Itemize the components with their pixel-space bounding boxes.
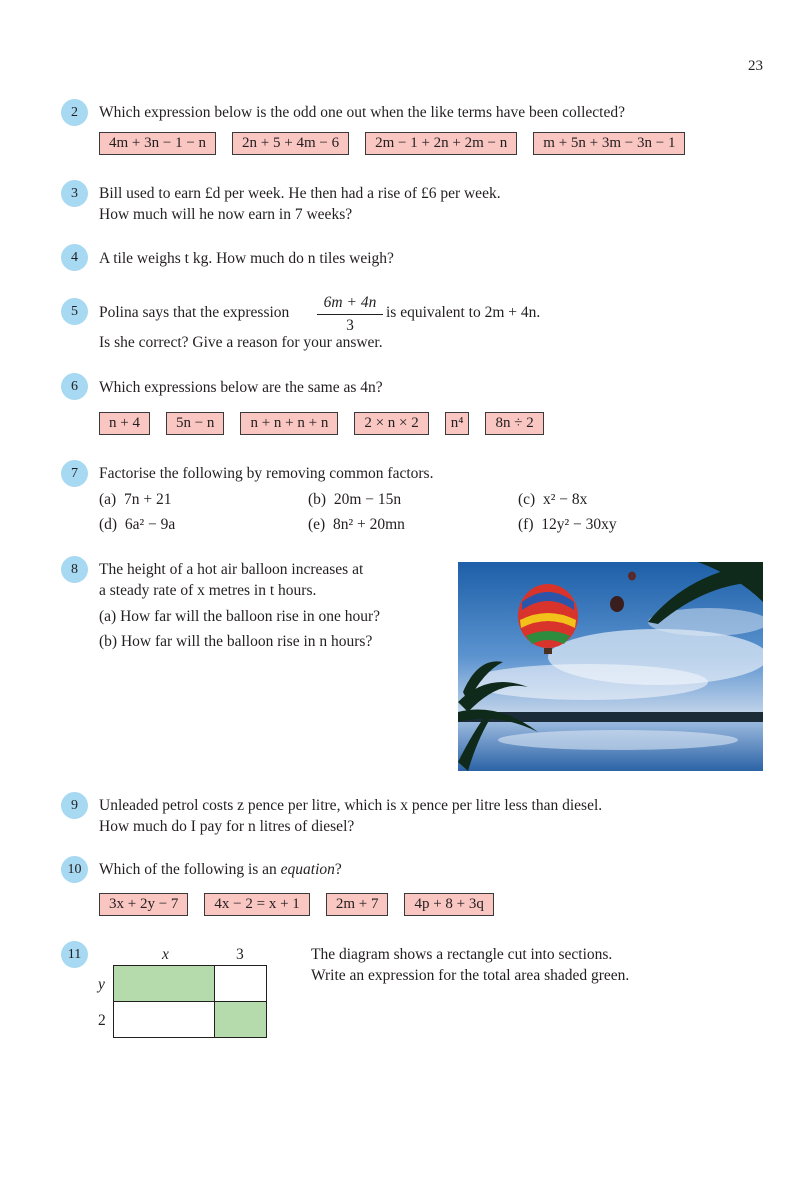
- fraction: [317, 294, 383, 335]
- question-6-text: Which expressions below are the same as 4n?: [99, 379, 383, 396]
- q7-part-c: (c) x² − 8x: [518, 491, 588, 508]
- q6-option-4: 2 × n × 2: [354, 412, 428, 435]
- question-9-line-1: Unleaded petrol costs z pence per litre, which is x pence per litre less than diesel.: [99, 797, 603, 814]
- question-9-line-2: How much do I pay for n litres of diesel?: [99, 818, 355, 835]
- question-number: 7: [61, 460, 88, 487]
- q10-options: [99, 893, 494, 916]
- question-number: 5: [61, 298, 88, 325]
- diagram-label-x: x: [162, 946, 169, 963]
- q6-option-3: n + n + n + n: [240, 412, 338, 435]
- page-number: 23: [748, 58, 763, 74]
- q6-option-6: 8n ÷ 2: [485, 412, 543, 435]
- shaded-section-6: [214, 1001, 267, 1038]
- shaded-section-xy: [113, 965, 215, 1002]
- q7-part-e: (e) 8n² + 20mn: [308, 516, 405, 533]
- question-8-part-b: (b) How far will the balloon rise in n hours?: [99, 633, 373, 650]
- q2-option-2: 2n + 5 + 4m − 6: [232, 132, 349, 155]
- fraction-denominator: 3: [346, 317, 354, 334]
- q10-option-4: 4p + 8 + 3q: [404, 893, 493, 916]
- diagram-label-2: 2: [98, 1012, 106, 1029]
- q7-part-b: (b) 20m − 15n: [308, 491, 402, 508]
- q6-option-2: 5n − n: [166, 412, 224, 435]
- q2-option-3: 2m − 1 + 2n + 2m − n: [365, 132, 517, 155]
- q2-option-1: 4m + 3n − 1 − n: [99, 132, 216, 155]
- question-5-text-after: is equivalent to 2m + 4n.: [386, 304, 541, 321]
- question-3-line-1: Bill used to earn £d per week. He then had a rise of £6 per week.: [99, 185, 501, 202]
- q7-part-a: (a) 7n + 21: [99, 491, 172, 508]
- section-3y: [214, 965, 267, 1002]
- question-number: 6: [61, 373, 88, 400]
- question-number: 2: [61, 99, 88, 126]
- question-8-line-2: a steady rate of x metres in t hours.: [99, 582, 317, 599]
- hot-air-balloon-photo: [458, 562, 763, 771]
- question-number: 11: [61, 941, 88, 968]
- fraction-numerator: 6m + 4n: [317, 294, 383, 315]
- question-4-text: A tile weighs t kg. How much do n tiles weigh?: [99, 250, 394, 267]
- rectangle-diagram: [113, 965, 267, 1038]
- q10-option-3: 2m + 7: [326, 893, 389, 916]
- question-8-line-1: The height of a hot air balloon increases at: [99, 561, 364, 578]
- question-8-part-a: (a) How far will the balloon rise in one hour?: [99, 608, 381, 625]
- q7-part-d: (d) 6a² − 9a: [99, 516, 176, 533]
- q6-options: [99, 412, 544, 435]
- question-3-line-2: How much will he now earn in 7 weeks?: [99, 206, 353, 223]
- question-number: 3: [61, 180, 88, 207]
- question-number: 10: [61, 856, 88, 883]
- question-number: 9: [61, 792, 88, 819]
- diagram-label-3: 3: [236, 946, 244, 963]
- question-5-line-2: Is she correct? Give a reason for your answer.: [99, 334, 383, 351]
- q2-option-4: m + 5n + 3m − 3n − 1: [533, 132, 685, 155]
- question-2-text: Which expression below is the odd one out when the like terms have been collected?: [99, 104, 625, 121]
- q6-option-5: n⁴: [445, 412, 470, 435]
- question-number: 8: [61, 556, 88, 583]
- q7-part-f: (f) 12y² − 30xy: [518, 516, 617, 533]
- q10-option-2: 4x − 2 = x + 1: [204, 893, 309, 916]
- question-10-text: Which of the following is an equation?: [99, 861, 342, 878]
- question-11-line-1: The diagram shows a rectangle cut into sections.: [311, 946, 613, 963]
- section-2x: [113, 1001, 215, 1038]
- q6-option-1: n + 4: [99, 412, 150, 435]
- q2-options: [99, 132, 685, 155]
- question-5-text-before: Polina says that the expression: [99, 304, 290, 321]
- question-11-line-2: Write an expression for the total area shaded green.: [311, 967, 630, 984]
- question-7-text: Factorise the following by removing common factors.: [99, 465, 434, 482]
- diagram-label-y: y: [98, 976, 105, 993]
- q10-option-1: 3x + 2y − 7: [99, 893, 188, 916]
- question-number: 4: [61, 244, 88, 271]
